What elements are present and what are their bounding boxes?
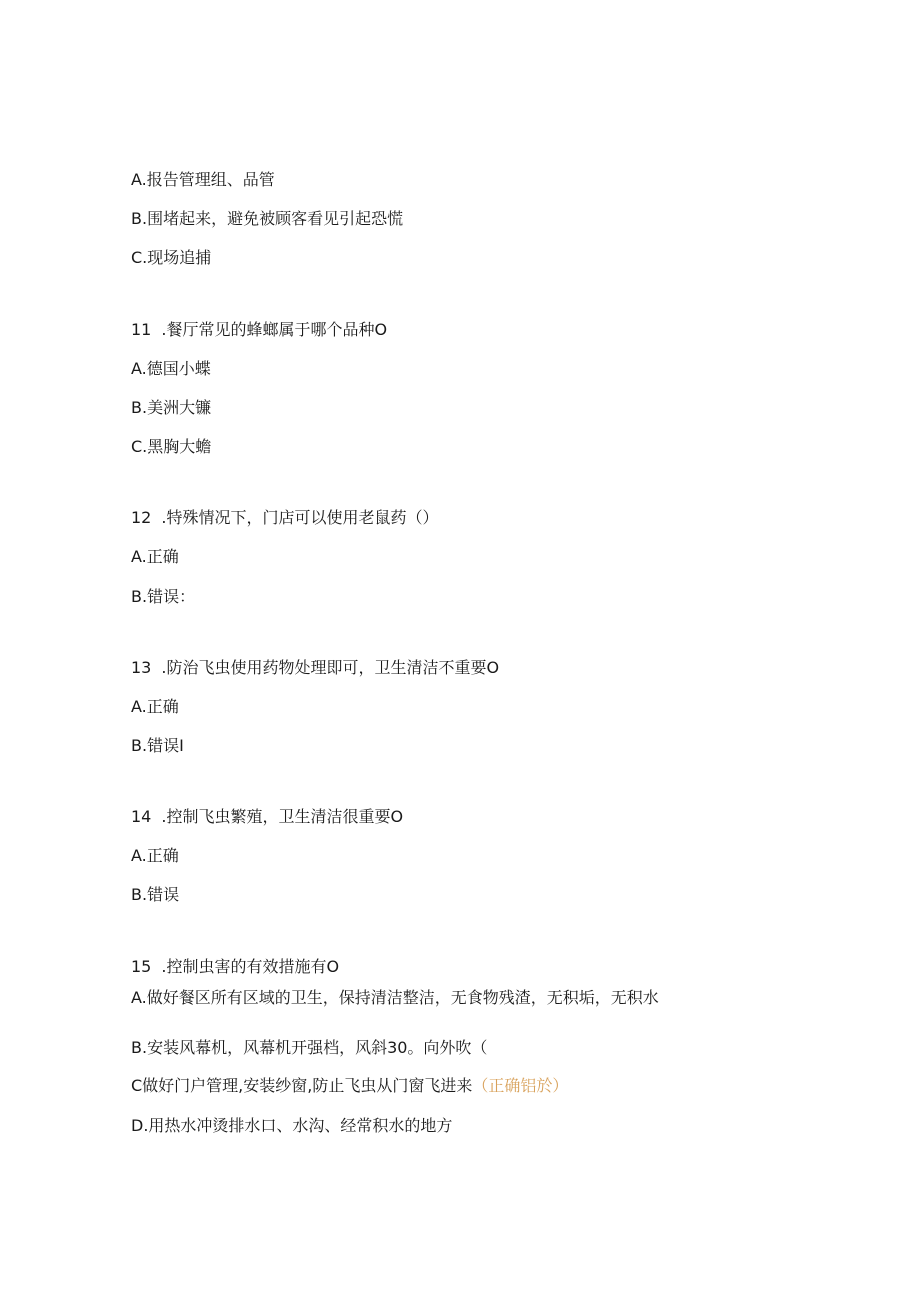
q12-question [131, 508, 438, 528]
q11-option-a: A.德国小蝶 [131, 359, 211, 378]
q15-question [131, 957, 339, 977]
q13-text: .防治飞虫使用药物处理即可，卫生清洁不重要O [161, 658, 500, 677]
q10-option-c: C.现场追捕 [131, 248, 212, 267]
q14-question [131, 807, 403, 827]
q15-text: .控制虫害的有效措施有O [161, 957, 340, 976]
q15-number: 15 [131, 957, 152, 976]
q13-question [131, 658, 499, 678]
q14-number: 14 [131, 807, 152, 826]
q11-option-c: C.黑胸大蟾 [131, 437, 212, 456]
q14-text: .控制飞虫繁殖，卫生清洁很重要O [161, 807, 404, 826]
q11-question [131, 320, 387, 340]
q15-option-c [131, 1076, 568, 1096]
q11-number: 11 [131, 320, 152, 339]
q12-number: 12 [131, 508, 152, 527]
q12-text: .特殊情况下，门店可以使用老鼠药（） [161, 508, 439, 527]
q13-option-a: A.正确 [131, 697, 179, 716]
q10-option-a: A.报告管理组、品管 [131, 170, 275, 189]
q12-option-b: B.错误： [131, 587, 196, 606]
q15-answer-hint: （正确铝於） [472, 1076, 569, 1095]
q10-option-b: B.围堵起来，避免被顾客看见引起恐慌 [131, 209, 404, 228]
q11-text: .餐厅常见的蜂螂属于哪个品种O [161, 320, 388, 339]
q11-option-b: B.美洲大镰 [131, 398, 212, 417]
q15-option-c-text: C做好门户管理,安装纱窗,防止飞虫从门窗飞进来 [131, 1076, 473, 1095]
q13-number: 13 [131, 658, 152, 677]
q14-option-a: A.正确 [131, 846, 179, 865]
q15-option-d: D.用热水冲烫排水口、水沟、经常积水的地方 [131, 1116, 453, 1135]
q14-option-b: B.错误 [131, 885, 180, 904]
q13-option-b: B.错误I [131, 736, 184, 755]
q12-option-a: A.正确 [131, 547, 179, 566]
q15-option-a: A.做好餐区所有区域的卫生，保持清洁整洁，无食物残渣，无积垢，无积水 [131, 988, 659, 1007]
q15-option-b: B.安装风幕机，风幕机开强档，风斜30。向外吹（ [131, 1038, 488, 1057]
